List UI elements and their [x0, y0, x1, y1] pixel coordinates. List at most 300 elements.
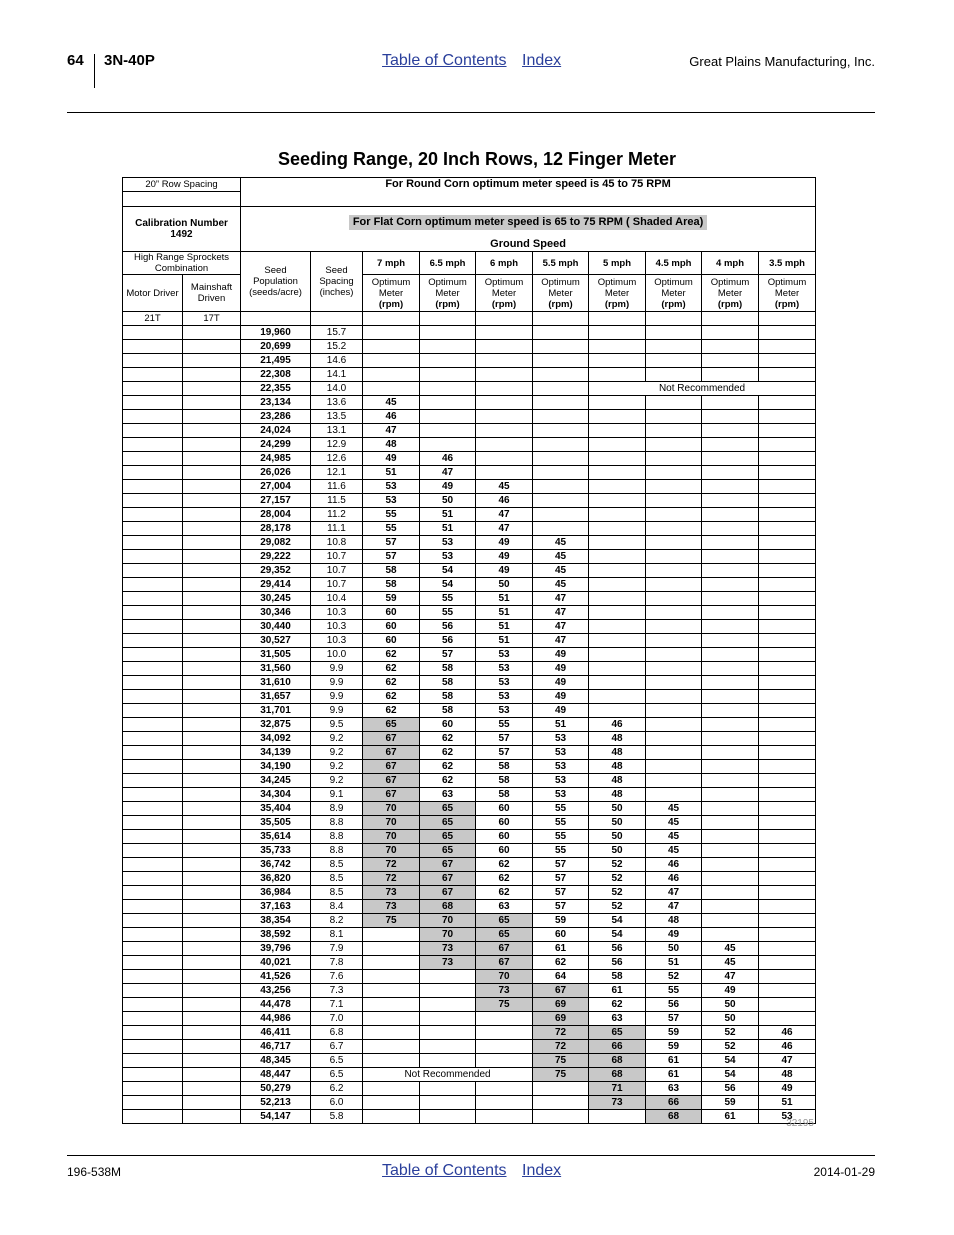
empty-cell — [589, 410, 646, 424]
meter-rpm-value: 68 — [646, 1110, 702, 1124]
empty-cell — [589, 438, 646, 452]
empty-cell — [759, 620, 816, 634]
empty-cell — [759, 1012, 816, 1026]
empty-cell — [363, 1096, 420, 1110]
seed-spacing: 8.4 — [311, 900, 363, 914]
seed-population: 34,092 — [241, 732, 311, 746]
empty-cell — [420, 970, 476, 984]
meter-rpm-value: 53 — [759, 1110, 816, 1124]
page-title: Seeding Range, 20 Inch Rows, 12 Finger Meter — [277, 149, 677, 169]
empty-cell — [702, 354, 759, 368]
meter-rpm-value: 66 — [589, 1040, 646, 1054]
meter-rpm-value: 52 — [646, 970, 702, 984]
meter-rpm-value: 45 — [702, 942, 759, 956]
empty-cell — [363, 368, 420, 382]
meter-rpm-value: 62 — [363, 704, 420, 718]
meter-rpm-value: 48 — [589, 746, 646, 760]
meter-rpm-value: 57 — [476, 746, 533, 760]
seed-spacing: 14.0 — [311, 382, 363, 396]
empty-cell — [589, 466, 646, 480]
table-row — [123, 1040, 816, 1054]
doc-date: 2014-01-29 — [813, 1165, 875, 1179]
meter-rpm-value: 53 — [476, 704, 533, 718]
empty-cell — [702, 620, 759, 634]
figure-code: 32195 — [786, 1118, 814, 1129]
meter-rpm-value: 45 — [646, 844, 702, 858]
meter-rpm-value: 75 — [533, 1054, 589, 1068]
empty-cell — [363, 984, 420, 998]
index-link[interactable]: Index — [522, 52, 562, 69]
meter-rpm-value: 55 — [476, 718, 533, 732]
table-row — [123, 592, 816, 606]
seed-spacing: 7.1 — [311, 998, 363, 1012]
meter-label: Optimum Meter — [541, 276, 580, 299]
empty-cell — [589, 452, 646, 466]
meter-rpm-value: 73 — [363, 886, 420, 900]
seed-population: 35,505 — [241, 816, 311, 830]
empty-cell — [533, 508, 589, 522]
seed-population: 30,346 — [241, 606, 311, 620]
empty-cell — [589, 494, 646, 508]
meter-rpm-value: 60 — [363, 606, 420, 620]
meter-rpm-value: 73 — [420, 942, 476, 956]
meter-rpm-value: 69 — [533, 1012, 589, 1026]
table-row — [123, 620, 816, 634]
table-row — [123, 760, 816, 774]
meter-rpm-value: 57 — [646, 1012, 702, 1026]
empty-cell — [533, 340, 589, 354]
empty-cell — [363, 942, 420, 956]
empty-cell — [363, 354, 420, 368]
empty-cell — [702, 732, 759, 746]
seed-population: 21,495 — [241, 354, 311, 368]
meter-rpm-value: 72 — [533, 1026, 589, 1040]
meter-rpm-value: 53 — [533, 746, 589, 760]
seed-spacing: 10.4 — [311, 592, 363, 606]
empty-cell — [702, 410, 759, 424]
table-row — [123, 326, 816, 340]
empty-cell — [646, 354, 702, 368]
seed-population: 36,820 — [241, 872, 311, 886]
meter-rpm-value: 49 — [476, 550, 533, 564]
meter-rpm-value: 51 — [420, 522, 476, 536]
meter-rpm-value: 50 — [646, 942, 702, 956]
meter-rpm-value: 58 — [363, 578, 420, 592]
doc-number: 196-538M — [67, 1165, 122, 1179]
seed-spacing: 6.2 — [311, 1082, 363, 1096]
empty-cell — [533, 438, 589, 452]
empty-cell — [420, 1026, 476, 1040]
seed-spacing: 11.2 — [311, 508, 363, 522]
seed-spacing: 14.6 — [311, 354, 363, 368]
speed-header: 6 mph — [476, 252, 533, 275]
empty-cell — [759, 662, 816, 676]
empty-cell — [420, 340, 476, 354]
meter-rpm-value: 53 — [420, 536, 476, 550]
empty-cell — [759, 438, 816, 452]
calibration-number: 1492 — [170, 229, 193, 240]
empty-cell — [702, 536, 759, 550]
meter-rpm-value: 54 — [702, 1054, 759, 1068]
seed-population: 31,701 — [241, 704, 311, 718]
meter-rpm-value: 51 — [476, 620, 533, 634]
meter-rpm-value: 50 — [420, 494, 476, 508]
meter-rpm-value: 62 — [589, 998, 646, 1012]
empty-cell — [759, 844, 816, 858]
empty-cell — [646, 466, 702, 480]
motor-driver-label: Motor Driver — [123, 275, 183, 312]
meter-label: Optimum Meter — [371, 276, 411, 299]
empty-cell — [476, 410, 533, 424]
empty-cell — [646, 662, 702, 676]
meter-rpm-value: 49 — [533, 676, 589, 690]
empty-cell — [646, 718, 702, 732]
meter-rpm-value: 49 — [420, 480, 476, 494]
seed-population: 22,308 — [241, 368, 311, 382]
seed-population: 26,026 — [241, 466, 311, 480]
seed-spacing: 10.3 — [311, 606, 363, 620]
table-row — [123, 1082, 816, 1096]
meter-rpm-value: 68 — [589, 1068, 646, 1082]
meter-rpm-value: 60 — [363, 634, 420, 648]
seed-population: 34,245 — [241, 774, 311, 788]
table-row — [123, 802, 816, 816]
meter-rpm-value: 48 — [589, 774, 646, 788]
seed-spacing: 8.8 — [311, 830, 363, 844]
empty-cell — [476, 340, 533, 354]
meter-label: Optimum Meter — [484, 276, 524, 299]
seed-spacing: 13.5 — [311, 410, 363, 424]
meter-rpm-value: 51 — [476, 606, 533, 620]
table-row — [123, 732, 816, 746]
meter-rpm-value: 64 — [533, 970, 589, 984]
seed-population: 34,304 — [241, 788, 311, 802]
seed-population: 27,157 — [241, 494, 311, 508]
empty-cell — [646, 620, 702, 634]
seed-spacing: 6.5 — [311, 1054, 363, 1068]
meter-rpm-value: 52 — [702, 1026, 759, 1040]
meter-rpm-value: 67 — [476, 956, 533, 970]
table-row — [123, 704, 816, 718]
meter-rpm-value: 56 — [646, 998, 702, 1012]
rpm-label: (rpm) — [378, 298, 404, 310]
empty-cell — [702, 550, 759, 564]
meter-rpm-value: 49 — [363, 452, 420, 466]
table-row — [123, 774, 816, 788]
speed-header: 7 mph — [363, 252, 420, 275]
meter-rpm-value: 55 — [420, 592, 476, 606]
meter-rpm-value: 62 — [363, 648, 420, 662]
empty-cell — [759, 816, 816, 830]
empty-cell — [589, 536, 646, 550]
empty-cell — [702, 900, 759, 914]
empty-cell — [476, 452, 533, 466]
empty-cell — [759, 536, 816, 550]
empty-cell — [363, 326, 420, 340]
table-row — [123, 830, 816, 844]
meter-rpm-value: 51 — [420, 508, 476, 522]
empty-cell — [363, 1012, 420, 1026]
empty-cell — [363, 998, 420, 1012]
meter-rpm-value: 67 — [420, 886, 476, 900]
meter-rpm-value: 62 — [533, 956, 589, 970]
table-row — [123, 900, 816, 914]
meter-rpm-value: 62 — [420, 746, 476, 760]
seed-spacing: 8.2 — [311, 914, 363, 928]
seed-population: 35,404 — [241, 802, 311, 816]
seed-spacing: 10.3 — [311, 620, 363, 634]
seed-spacing: 9.9 — [311, 690, 363, 704]
empty-cell — [533, 1082, 589, 1096]
meter-rpm-value: 45 — [646, 830, 702, 844]
empty-cell — [646, 578, 702, 592]
speed-header: 5.5 mph — [533, 252, 589, 275]
meter-rpm-value: 62 — [363, 690, 420, 704]
empty-cell — [476, 1110, 533, 1124]
seed-spacing: 10.7 — [311, 550, 363, 564]
table-row — [123, 998, 816, 1012]
seed-population: 43,256 — [241, 984, 311, 998]
empty-cell — [702, 928, 759, 942]
meter-rpm-value: 50 — [476, 578, 533, 592]
meter-rpm-value: 47 — [759, 1054, 816, 1068]
company-name: Great Plains Manufacturing, Inc. — [689, 54, 875, 69]
empty-cell — [759, 522, 816, 536]
empty-cell — [759, 858, 816, 872]
empty-cell — [589, 480, 646, 494]
empty-cell — [533, 326, 589, 340]
empty-cell — [589, 340, 646, 354]
table-row — [123, 956, 816, 970]
meter-rpm-value: 45 — [363, 396, 420, 410]
meter-rpm-value: 49 — [476, 536, 533, 550]
empty-cell — [646, 438, 702, 452]
empty-cell — [702, 522, 759, 536]
table-row — [123, 508, 816, 522]
meter-rpm-value: 67 — [420, 872, 476, 886]
empty-cell — [533, 466, 589, 480]
meter-rpm-value: 70 — [420, 914, 476, 928]
seed-population-label: Seed Population (seeds/acre) — [241, 252, 311, 312]
page-header — [0, 52, 954, 92]
meter-rpm-value: 45 — [533, 564, 589, 578]
empty-cell — [589, 592, 646, 606]
meter-rpm-value: 48 — [589, 732, 646, 746]
empty-cell — [476, 1026, 533, 1040]
meter-rpm-value: 73 — [589, 1096, 646, 1110]
empty-cell — [420, 396, 476, 410]
speed-header: 6.5 mph — [420, 252, 476, 275]
seed-population: 19,960 — [241, 326, 311, 340]
empty-cell — [476, 1054, 533, 1068]
meter-rpm-value: 72 — [363, 858, 420, 872]
meter-rpm-value: 57 — [363, 550, 420, 564]
table-row — [123, 396, 816, 410]
empty-cell — [533, 410, 589, 424]
meter-rpm-value: 72 — [533, 1040, 589, 1054]
table-row — [123, 984, 816, 998]
empty-cell — [759, 606, 816, 620]
footer-index-link[interactable]: Index — [522, 1162, 562, 1179]
seed-population: 35,614 — [241, 830, 311, 844]
empty-cell — [759, 676, 816, 690]
empty-cell — [363, 928, 420, 942]
empty-cell — [476, 424, 533, 438]
empty-cell — [646, 452, 702, 466]
empty-cell — [589, 620, 646, 634]
empty-cell — [646, 536, 702, 550]
seed-population: 23,134 — [241, 396, 311, 410]
meter-rpm-value: 75 — [363, 914, 420, 928]
toc-link[interactable]: Table of Contents — [382, 52, 507, 69]
table-row — [123, 452, 816, 466]
empty-cell — [420, 1040, 476, 1054]
meter-rpm-value: 62 — [420, 732, 476, 746]
table-row — [123, 690, 816, 704]
meter-rpm-value: 67 — [363, 774, 420, 788]
meter-rpm-value: 60 — [476, 816, 533, 830]
motor-driver-value: 21T — [123, 312, 183, 326]
empty-cell — [759, 900, 816, 914]
seed-population: 30,440 — [241, 620, 311, 634]
spacer-cell — [123, 192, 241, 207]
table-row — [123, 1110, 816, 1124]
table-row — [123, 564, 816, 578]
empty-cell — [759, 648, 816, 662]
seed-spacing: 9.2 — [311, 760, 363, 774]
meter-rpm-value: 49 — [533, 690, 589, 704]
seed-population: 28,004 — [241, 508, 311, 522]
empty-cell — [759, 452, 816, 466]
meter-rpm-value: 58 — [420, 676, 476, 690]
empty-cell — [589, 396, 646, 410]
empty-cell — [589, 564, 646, 578]
seed-spacing: 13.1 — [311, 424, 363, 438]
empty-cell — [646, 634, 702, 648]
seed-population: 31,505 — [241, 648, 311, 662]
meter-rpm-value: 60 — [476, 844, 533, 858]
meter-rpm-value: 59 — [702, 1096, 759, 1110]
meter-rpm-header — [702, 275, 759, 312]
meter-rpm-value: 57 — [533, 858, 589, 872]
empty-cell — [646, 606, 702, 620]
empty-cell — [759, 340, 816, 354]
meter-rpm-value: 54 — [420, 578, 476, 592]
meter-rpm-value: 61 — [533, 942, 589, 956]
footer-toc-link[interactable]: Table of Contents — [382, 1162, 507, 1179]
meter-rpm-value: 51 — [759, 1096, 816, 1110]
meter-rpm-value: 61 — [589, 984, 646, 998]
seed-population: 20,699 — [241, 340, 311, 354]
table-row — [123, 354, 816, 368]
seed-population: 30,527 — [241, 634, 311, 648]
empty-cell — [702, 466, 759, 480]
seed-spacing: 8.8 — [311, 844, 363, 858]
table-row — [123, 858, 816, 872]
meter-rpm-header — [476, 275, 533, 312]
meter-rpm-value: 47 — [533, 634, 589, 648]
empty-cell — [759, 494, 816, 508]
empty-cell — [759, 872, 816, 886]
seed-population: 37,163 — [241, 900, 311, 914]
seed-spacing: 7.6 — [311, 970, 363, 984]
empty-cell — [702, 760, 759, 774]
meter-rpm-value: 63 — [476, 900, 533, 914]
empty-cell — [420, 354, 476, 368]
meter-rpm-value: 56 — [420, 634, 476, 648]
meter-rpm-value: 45 — [533, 578, 589, 592]
seed-spacing: 12.1 — [311, 466, 363, 480]
empty-cell — [702, 396, 759, 410]
meter-rpm-value: 65 — [420, 844, 476, 858]
meter-rpm-value: 53 — [533, 774, 589, 788]
meter-rpm-header — [759, 275, 816, 312]
meter-rpm-value: 70 — [476, 970, 533, 984]
meter-rpm-value: 58 — [476, 774, 533, 788]
table-row — [123, 746, 816, 760]
empty-cell — [759, 396, 816, 410]
meter-rpm-value: 57 — [476, 732, 533, 746]
meter-rpm-value: 75 — [476, 998, 533, 1012]
meter-rpm-value: 49 — [646, 928, 702, 942]
meter-rpm-value: 65 — [589, 1026, 646, 1040]
empty-cell — [589, 354, 646, 368]
seed-population: 29,352 — [241, 564, 311, 578]
seed-population: 30,245 — [241, 592, 311, 606]
seed-population: 38,354 — [241, 914, 311, 928]
seed-population: 22,355 — [241, 382, 311, 396]
meter-rpm-value: 52 — [589, 872, 646, 886]
meter-label: Optimum Meter — [767, 276, 807, 299]
empty-cell — [759, 480, 816, 494]
meter-rpm-value: 50 — [589, 816, 646, 830]
empty-cell — [702, 676, 759, 690]
table-row — [123, 606, 816, 620]
table-row — [123, 662, 816, 676]
empty-cell — [646, 368, 702, 382]
empty-cell — [533, 368, 589, 382]
empty-cell — [702, 452, 759, 466]
meter-rpm-value: 67 — [533, 984, 589, 998]
seed-population: 24,985 — [241, 452, 311, 466]
footer-rule — [67, 1155, 875, 1156]
meter-rpm-value: 45 — [646, 802, 702, 816]
meter-rpm-value: 48 — [589, 760, 646, 774]
meter-rpm-value: 51 — [533, 718, 589, 732]
empty-cell — [646, 732, 702, 746]
meter-rpm-value: 63 — [589, 1012, 646, 1026]
meter-rpm-value: 55 — [533, 844, 589, 858]
meter-rpm-header — [589, 275, 646, 312]
empty-cell — [759, 704, 816, 718]
seed-spacing: 11.1 — [311, 522, 363, 536]
meter-label: Optimum Meter — [654, 276, 693, 299]
empty-cell — [589, 550, 646, 564]
meter-rpm-value: 61 — [646, 1054, 702, 1068]
table-row — [123, 872, 816, 886]
meter-rpm-value: 48 — [363, 438, 420, 452]
empty-cell — [759, 942, 816, 956]
meter-label: Optimum Meter — [428, 276, 467, 299]
meter-rpm-value: 45 — [533, 536, 589, 550]
speed-header: 4.5 mph — [646, 252, 702, 275]
seed-spacing: 7.9 — [311, 942, 363, 956]
empty-cell — [646, 760, 702, 774]
empty-cell — [533, 494, 589, 508]
empty-cell — [759, 914, 816, 928]
empty-cell — [646, 788, 702, 802]
meter-rpm-value: 70 — [363, 816, 420, 830]
